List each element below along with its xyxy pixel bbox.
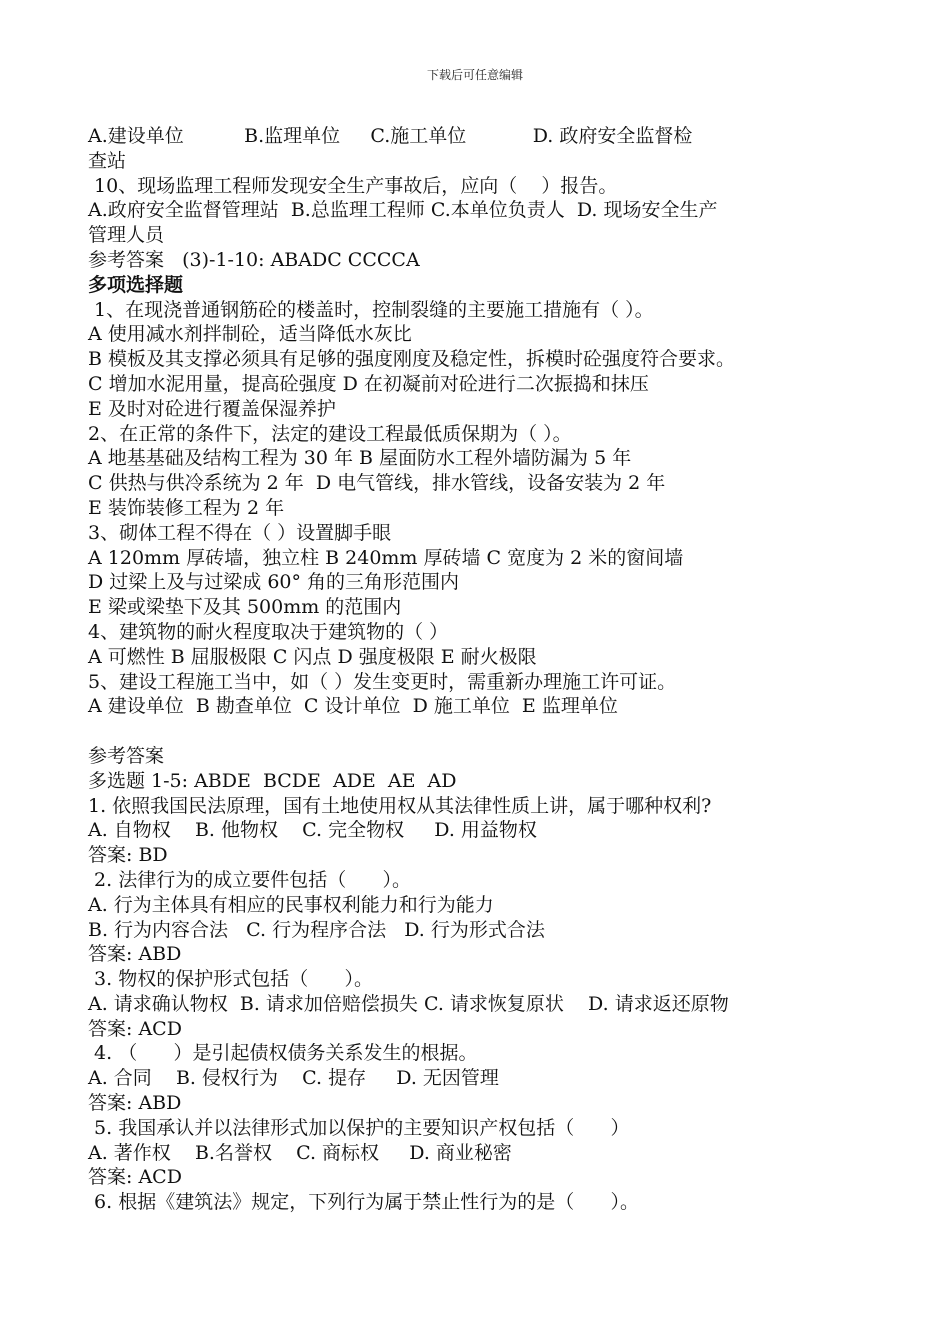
- text-line: 3、砌体工程不得在（ ）设置脚手眼: [88, 521, 392, 544]
- document-body: [88, 124, 878, 1215]
- text-line: 1、在现浇普通钢筋砼的楼盖时，控制裂缝的主要施工措施有（ ）。: [88, 298, 654, 321]
- text-line: A 120mm 厚砖墙，独立柱 B 240mm 厚砖墙 C 宽度为 2 米的窗间墙: [88, 546, 684, 569]
- text-line: 2、在正常的条件下，法定的建设工程最低质保期为（ ）。: [88, 422, 572, 445]
- text-line: A 可燃性 B 屈服极限 C 闪点 D 强度极限 E 耐火极限: [88, 645, 537, 668]
- text-line: 答案: ACD: [88, 1017, 182, 1040]
- text-line: C 供热与供冷系统为 2 年 D 电气管线，排水管线，设备安装为 2 年: [88, 472, 666, 495]
- text-line: 1. 依照我国民法原理，国有土地使用权从其法律性质上讲，属于哪种权利?: [88, 794, 712, 817]
- text-line: A.政府安全监督管理站 B.总监理工程师 C.本单位负责人 D. 现场安全生产: [88, 199, 718, 222]
- text-line: 管理人员: [88, 224, 165, 247]
- page-header: 下载后可任意编辑: [426, 68, 523, 82]
- text-line: 4. （ ）是引起债权债务关系发生的根据。: [88, 1042, 478, 1065]
- text-line: D 过梁上及与过梁成 60° 角的三角形范围内: [88, 571, 460, 594]
- text-line: 答案: BD: [88, 844, 168, 867]
- text-line: A. 合同 B. 侵权行为 C. 提存 D. 无因管理: [88, 1067, 499, 1090]
- text-line: C 增加水泥用量，提高砼强度 D 在初凝前对砼进行二次振捣和抹压: [88, 372, 649, 395]
- text-line: B 模板及其支撑必须具有足够的强度刚度及稳定性，拆模时砼强度符合要求。: [88, 348, 736, 371]
- text-line: E 装饰装修工程为 2 年: [88, 496, 285, 519]
- text-line: B. 行为内容合法 C. 行为程序合法 D. 行为形式合法: [88, 918, 545, 941]
- section-heading: 多项选择题: [88, 273, 184, 296]
- text-line: E 及时对砼进行覆盖保湿养护: [88, 397, 336, 420]
- text-line: 6. 根据《建筑法》规定，下列行为属于禁止性行为的是（ ）。: [88, 1191, 639, 1214]
- text-line: 参考答案 (3)-1-10: ABADC CCCCA: [88, 248, 420, 271]
- text-line: 查站: [88, 149, 127, 172]
- text-line: A 使用减水剂拌制砼，适当降低水灰比: [88, 323, 412, 346]
- blank-line: [88, 719, 878, 744]
- text-line: 5. 我国承认并以法律形式加以保护的主要知识产权包括（ ）: [88, 1116, 630, 1139]
- text-line: A.建设单位 B.监理单位 C.施工单位 D. 政府安全监督检: [88, 125, 693, 147]
- text-line: 答案: ABD: [88, 1092, 182, 1115]
- text-line: A 建设单位 B 勘查单位 C 设计单位 D 施工单位 E 监理单位: [88, 695, 618, 718]
- text-line: 4、建筑物的耐火程度取决于建筑物的（ ）: [88, 620, 449, 643]
- text-line: 参考答案: [88, 744, 165, 767]
- text-line: 5、建设工程施工当中，如（ ）发生变更时，需重新办理施工许可证。: [88, 670, 677, 693]
- text-line: E 梁或梁垫下及其 500mm 的范围内: [88, 596, 402, 619]
- text-line: A. 著作权 B.名誉权 C. 商标权 D. 商业秘密: [88, 1141, 512, 1164]
- text-line: 多选题 1-5: ABDE BCDE ADE AE AD: [88, 769, 457, 792]
- text-line: 3. 物权的保护形式包括（ ）。: [88, 968, 373, 991]
- text-line: A. 请求确认物权 B. 请求加倍赔偿损失 C. 请求恢复原状 D. 请求返还原物: [88, 992, 729, 1015]
- text-line: A. 行为主体具有相应的民事权利能力和行为能力: [88, 893, 494, 916]
- text-line: 答案: ABD: [88, 943, 182, 966]
- text-line: 2. 法律行为的成立要件包括（ ）。: [88, 868, 411, 891]
- text-line: A 地基基础及结构工程为 30 年 B 屋面防水工程外墙防漏为 5 年: [88, 447, 632, 470]
- text-line: 答案: ACD: [88, 1166, 182, 1189]
- text-line: 10、现场监理工程师发现安全生产事故后，应向（ ）报告。: [88, 174, 618, 197]
- text-line: A. 自物权 B. 他物权 C. 完全物权 D. 用益物权: [88, 819, 537, 842]
